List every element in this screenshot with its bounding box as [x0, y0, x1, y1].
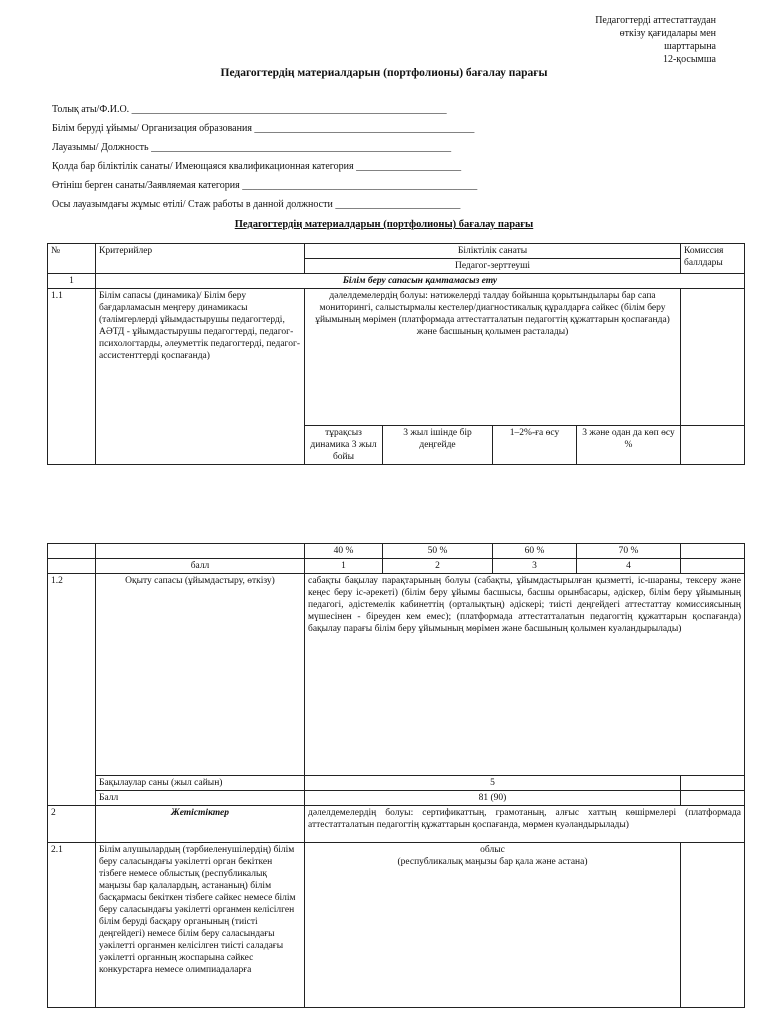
section-title: Жетістіктер [96, 806, 305, 843]
percent-cell: 40 % [305, 544, 383, 559]
field-requested-category: Өтініш берген санаты/Заявляемая категория _______________________________________________ [52, 180, 478, 191]
field-current-category: Қолда бар біліктілік санаты/ Имеющаяся квалификационная категория _____________________ [52, 161, 462, 172]
score-cell: 3 [493, 559, 577, 574]
appendix-line: шарттарына [664, 41, 716, 52]
document-title: Педагогтердің материалдарын (портфолионы) бағалау парағы [220, 67, 548, 79]
section-number: 2 [48, 806, 96, 843]
empty-cell [48, 559, 96, 574]
field-experience: Осы лауазымдағы жұмыс өтілі/ Стаж работы в данной должности _________________________ [52, 199, 461, 210]
evaluation-table-1 [47, 243, 745, 465]
commission-score-cell [681, 791, 745, 806]
score-cell: 2 [383, 559, 493, 574]
commission-score-cell [681, 776, 745, 791]
header-subcategory: Педагог-зерттеуші [305, 259, 681, 274]
evidence-cell: сабақты бақылау парақтарының болуы (сабақты, ұйымдастырылған қызметті, іс-шараны, тексеру және кеңес беру іс-әрекеті) (білім беру ұйымы басшысы, басшы орынбасары, әдіскер, білім беру ұйымының педагогі, әдістемелік кабинеттің (орталықтың) әдіскері; тиісті деңгейдегі аттестаттау комиссиясының мүшесінен - біреуден кем емес); (платформада аттестатталатын педагогтің құжаттарын қоспағанда) бақылау парағы білім беру ұйымының мөрімен және басшының қолымен куәландырылады) [305, 574, 745, 776]
commission-score-cell [681, 426, 745, 465]
score-cell: 4 [577, 559, 681, 574]
header-commission: Комиссия баллдары [681, 244, 745, 274]
observations-label: Бақылаулар саны (жыл сайын) [96, 776, 305, 791]
header-criteria: Критерийлер [96, 244, 305, 274]
table-title: Педагогтердің материалдарын (портфолионы) бағалау парағы [234, 219, 534, 230]
empty-cell [96, 544, 305, 559]
evidence-cell: дәлелдемелердің болуы: нәтижелерді талдау бойынша қорытындылары бар сапа мониторингі, салыстырмалы кестелер/диагностикалық құралдарға сәйкес (білім беру ұйымының мөрімен (платформада аттестатталатын педагогтің құжаттарын қоспағанда) және басшының қолымен расталады) [305, 289, 681, 426]
option-cell: тұрақсыз динамика 3 жыл бойы [305, 426, 383, 465]
score-cell: 1 [305, 559, 383, 574]
option-cell: 3 және одан да көп өсу % [577, 426, 681, 465]
personal-fields [52, 103, 552, 217]
ball-value: 81 (90) [305, 791, 681, 806]
percent-cell: 70 % [577, 544, 681, 559]
evaluation-table-2 [47, 543, 745, 1008]
header-number: № [48, 244, 96, 274]
appendix-line: Педагогтерді аттестаттаудан [595, 15, 716, 26]
option-cell: 3 жыл ішінде бір деңгейде [383, 426, 493, 465]
ball-label: Балл [96, 791, 305, 806]
observations-value: 5 [305, 776, 681, 791]
header-category: Біліктілік санаты [305, 244, 681, 259]
section-title: Білім беру сапасын қамтамасыз ету [96, 274, 745, 289]
field-full-name: Толық аты/Ф.И.О. _______________________________________________________________ [52, 104, 447, 115]
percent-cell: 50 % [383, 544, 493, 559]
option-cell: 1–2%-ға өсу [493, 426, 577, 465]
level-city: (республикалық маңызы бар қала және астана) [397, 857, 588, 867]
appendix-line: өткізу қағидалары мен [619, 28, 716, 39]
field-position: Лауазымы/ Должность ____________________________________________________________ [52, 142, 452, 153]
score-label: балл [96, 559, 305, 574]
criteria-cell: Оқыту сапасы (ұйымдастыру, өткізу) [96, 574, 305, 776]
appendix-note [496, 14, 716, 66]
row-number: 2.1 [48, 843, 96, 1008]
percent-cell: 60 % [493, 544, 577, 559]
criteria-cell: Білім алушылардың (тәрбиеленушілердің) білім беру саласындағы уәкілетті орган бекіткен тізбеге немесе облыстық (республикалық маңызы бар қалалардың, астананың) білім басқармасы бекіткен тізбеге сәйкес немесе білім беру саласындағы уәкілетті органмен келісілген білім беруді басқару органының (тиісті деңгейдегі) немесе білім беру саласындағы уәкілетті органмен келісілген тиісті саладағы уәкілетті органның жоспарына сәйкес конкурстарға немесе олимпиадаларға [96, 843, 305, 1008]
row-number: 1.2 [48, 574, 96, 806]
empty-cell [681, 559, 745, 574]
section-number: 1 [48, 274, 96, 289]
evidence-cell: дәлелдемелердің болуы: сертификаттың, грамотаның, алғыс хаттың көшірмелері (платформада аттестатталатын педагогтің құжаттарын қоспағанда, мөрмен куәландырылады) [305, 806, 745, 843]
empty-cell [681, 544, 745, 559]
level-cell [305, 843, 681, 1008]
level-region: облыс [480, 845, 505, 855]
field-organization: Білім беруді ұйымы/ Организация образования ____________________________________________ [52, 123, 475, 134]
row-number: 1.1 [48, 289, 96, 465]
appendix-line: 12-қосымша [662, 54, 716, 65]
empty-cell [48, 544, 96, 559]
criteria-cell: Білім сапасы (динамика)/ Білім беру бағдарламасын меңгеру динамикасы (тәлімгерлерді ұйымдастырушы педагогтерді, АӘТД - ұйымдастырушы педагогтерді, педагог-психологтарды, әлеуметтік педагогтерді, педагог-ассистенттерді қоспағанда) [96, 289, 305, 465]
commission-score-cell [681, 843, 745, 1008]
commission-score-cell [681, 289, 745, 426]
